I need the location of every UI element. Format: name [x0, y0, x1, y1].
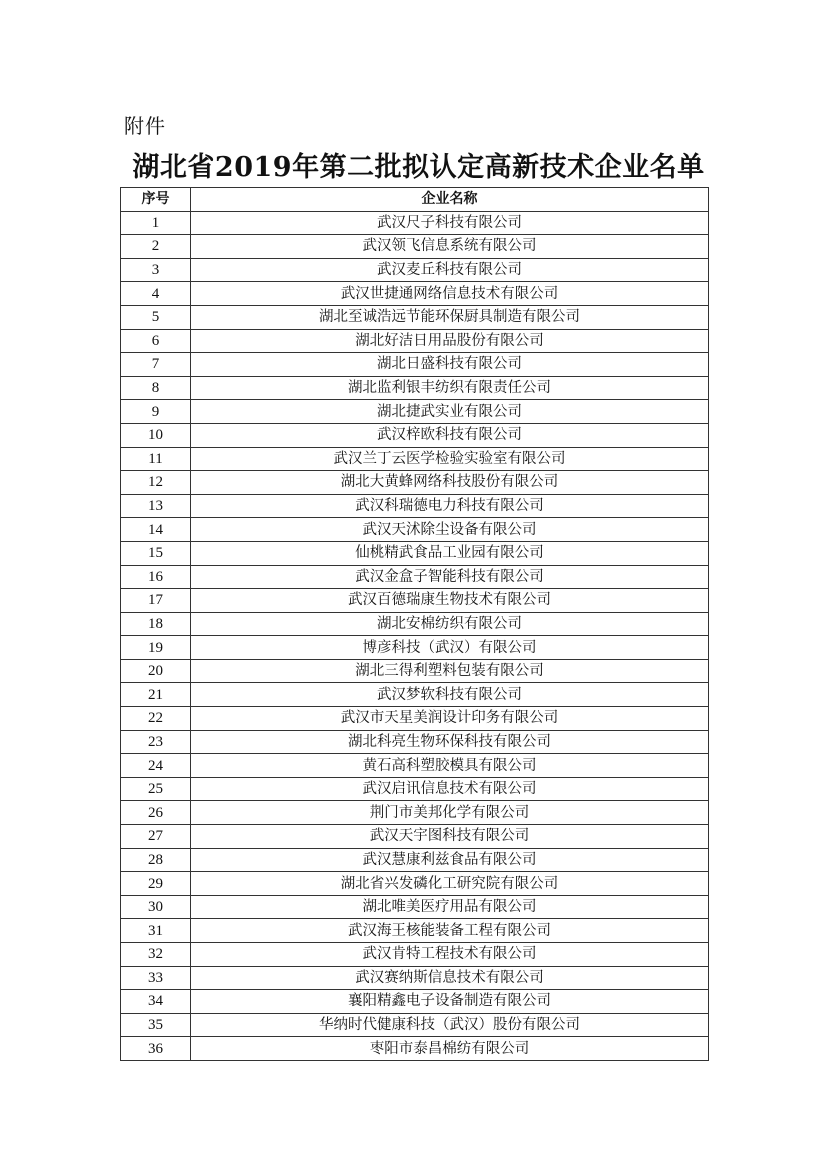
company-name: 湖北大黄蜂网络科技股份有限公司: [191, 471, 709, 495]
company-name: 湖北好洁日用品股份有限公司: [191, 329, 709, 353]
table-row: [121, 825, 709, 849]
company-name: 武汉赛纳斯信息技术有限公司: [191, 966, 709, 990]
table-row: [121, 447, 709, 471]
row-number: 32: [121, 943, 191, 967]
company-table: [120, 187, 709, 1061]
company-name: 武汉尺子科技有限公司: [191, 211, 709, 235]
row-number: 14: [121, 518, 191, 542]
column-header-number: 序号: [121, 188, 191, 212]
row-number: 5: [121, 305, 191, 329]
table-row: [121, 612, 709, 636]
table-row: [121, 1037, 709, 1061]
row-number: 25: [121, 777, 191, 801]
table-row: [121, 518, 709, 542]
table-row: [121, 707, 709, 731]
table-row: [121, 730, 709, 754]
table-row: [121, 282, 709, 306]
row-number: 12: [121, 471, 191, 495]
attachment-label: 附件: [124, 114, 166, 138]
row-number: 15: [121, 541, 191, 565]
table-row: [121, 211, 709, 235]
company-name: 湖北省兴发磷化工研究院有限公司: [191, 872, 709, 896]
company-name: 武汉海王核能装备工程有限公司: [191, 919, 709, 943]
table-row: [121, 471, 709, 495]
row-number: 10: [121, 423, 191, 447]
company-name: 黄石高科塑胶模具有限公司: [191, 754, 709, 778]
company-name: 武汉百德瑞康生物技术有限公司: [191, 589, 709, 613]
table-row: [121, 636, 709, 660]
row-number: 19: [121, 636, 191, 660]
column-header-company-name: 企业名称: [191, 188, 709, 212]
row-number: 29: [121, 872, 191, 896]
company-name: 武汉世捷通网络信息技术有限公司: [191, 282, 709, 306]
document-title: 湖北省2019年第二批拟认定高新技术企业名单: [132, 152, 705, 183]
company-name: 湖北唯美医疗用品有限公司: [191, 895, 709, 919]
row-number: 16: [121, 565, 191, 589]
table-row: [121, 801, 709, 825]
row-number: 35: [121, 1013, 191, 1037]
company-name: 湖北捷武实业有限公司: [191, 400, 709, 424]
company-name: 武汉天沭除尘设备有限公司: [191, 518, 709, 542]
row-number: 4: [121, 282, 191, 306]
table-row: [121, 353, 709, 377]
table-row: [121, 777, 709, 801]
company-name: 湖北三得利塑料包装有限公司: [191, 659, 709, 683]
company-name: 湖北安棉纺织有限公司: [191, 612, 709, 636]
company-name: 武汉天宇图科技有限公司: [191, 825, 709, 849]
table-body: [121, 211, 709, 1060]
table-row: [121, 305, 709, 329]
row-number: 31: [121, 919, 191, 943]
table-row: [121, 400, 709, 424]
row-number: 36: [121, 1037, 191, 1061]
company-name: 武汉兰丁云医学检验实验室有限公司: [191, 447, 709, 471]
table-row: [121, 990, 709, 1014]
row-number: 7: [121, 353, 191, 377]
company-name: 武汉科瑞德电力科技有限公司: [191, 494, 709, 518]
company-name: 武汉金盒子智能科技有限公司: [191, 565, 709, 589]
table-row: [121, 966, 709, 990]
table-row: [121, 423, 709, 447]
table-row: [121, 683, 709, 707]
company-name: 湖北日盛科技有限公司: [191, 353, 709, 377]
table-row: [121, 943, 709, 967]
row-number: 13: [121, 494, 191, 518]
row-number: 11: [121, 447, 191, 471]
row-number: 18: [121, 612, 191, 636]
company-name: 华纳时代健康科技（武汉）股份有限公司: [191, 1013, 709, 1037]
company-name: 湖北科亮生物环保科技有限公司: [191, 730, 709, 754]
row-number: 22: [121, 707, 191, 731]
table-row: [121, 659, 709, 683]
row-number: 23: [121, 730, 191, 754]
company-name: 枣阳市泰昌棉纺有限公司: [191, 1037, 709, 1061]
table-row: [121, 329, 709, 353]
table-row: [121, 494, 709, 518]
company-name: 武汉启讯信息技术有限公司: [191, 777, 709, 801]
company-name: 武汉麦丘科技有限公司: [191, 258, 709, 282]
table-row: [121, 919, 709, 943]
company-name: 武汉梦软科技有限公司: [191, 683, 709, 707]
table-row: [121, 1013, 709, 1037]
company-name: 武汉梓欧科技有限公司: [191, 423, 709, 447]
company-name: 仙桃精武食品工业园有限公司: [191, 541, 709, 565]
table-row: [121, 541, 709, 565]
row-number: 3: [121, 258, 191, 282]
row-number: 2: [121, 235, 191, 259]
company-name: 武汉市天星美润设计印务有限公司: [191, 707, 709, 731]
row-number: 26: [121, 801, 191, 825]
company-name: 荆门市美邦化学有限公司: [191, 801, 709, 825]
row-number: 20: [121, 659, 191, 683]
company-name: 武汉领飞信息系统有限公司: [191, 235, 709, 259]
company-name: 湖北监利银丰纺织有限责任公司: [191, 376, 709, 400]
table-row: [121, 589, 709, 613]
row-number: 1: [121, 211, 191, 235]
row-number: 28: [121, 848, 191, 872]
table-row: [121, 872, 709, 896]
row-number: 9: [121, 400, 191, 424]
table-header-row: [121, 188, 709, 212]
row-number: 17: [121, 589, 191, 613]
company-name: 武汉慧康利兹食品有限公司: [191, 848, 709, 872]
table-row: [121, 565, 709, 589]
row-number: 24: [121, 754, 191, 778]
company-name: 武汉肯特工程技术有限公司: [191, 943, 709, 967]
table-row: [121, 754, 709, 778]
row-number: 33: [121, 966, 191, 990]
row-number: 6: [121, 329, 191, 353]
row-number: 27: [121, 825, 191, 849]
company-name: 湖北至诚浩远节能环保厨具制造有限公司: [191, 305, 709, 329]
table-row: [121, 848, 709, 872]
table-row: [121, 376, 709, 400]
company-name: 博彦科技（武汉）有限公司: [191, 636, 709, 660]
company-name: 襄阳精鑫电子设备制造有限公司: [191, 990, 709, 1014]
row-number: 21: [121, 683, 191, 707]
row-number: 8: [121, 376, 191, 400]
table-row: [121, 258, 709, 282]
row-number: 30: [121, 895, 191, 919]
table-row: [121, 895, 709, 919]
table-row: [121, 235, 709, 259]
row-number: 34: [121, 990, 191, 1014]
